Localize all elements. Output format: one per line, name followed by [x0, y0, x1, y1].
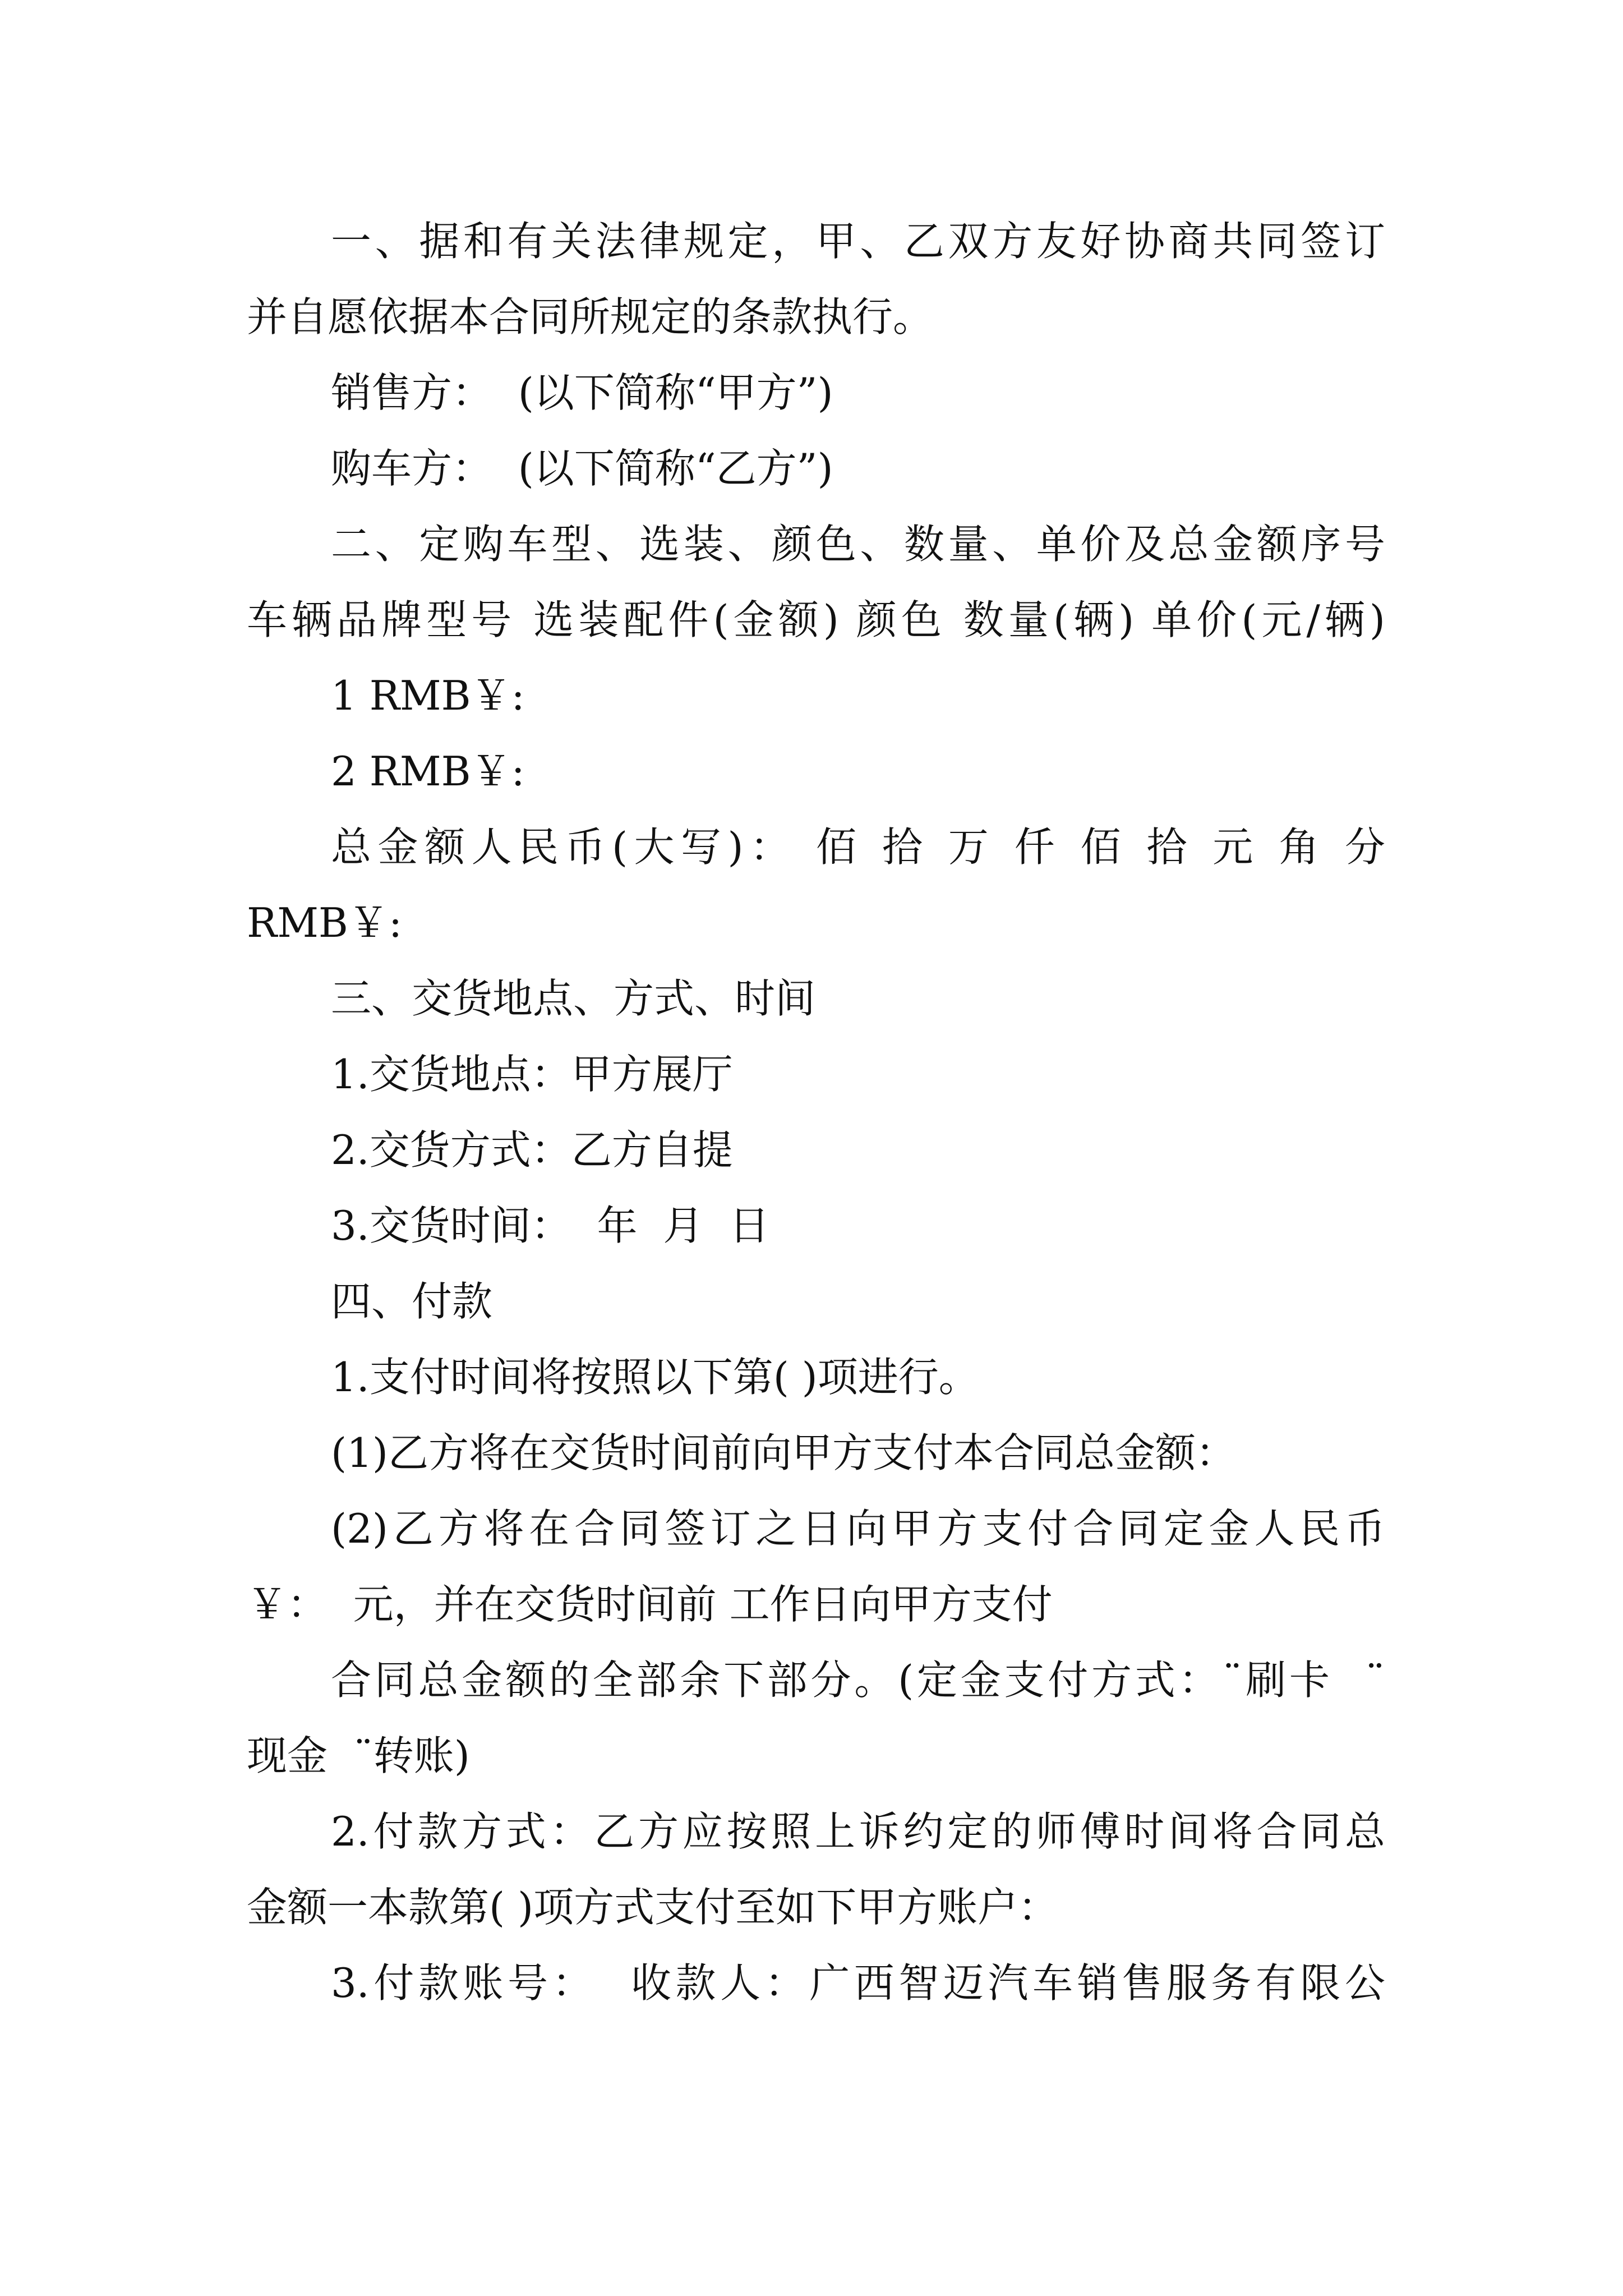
payment-option-2-line-3: 合同总金额的全部余下部分。(定金支付方式：¨刷卡 ¨ — [331, 1657, 1385, 1704]
clause-1-line-2: 并自愿依据本合同所规定的条款执行。 — [247, 293, 934, 341]
buyer-line: 购车方： (以下简称“乙方”) — [331, 445, 833, 492]
payment-method-line-2: 金额一本款第( )项方式支付至如下甲方账户： — [247, 1884, 1059, 1931]
vehicle-row-1: 1 RMB￥: — [331, 672, 525, 719]
payment-option-2-line-1: (2)乙方将在合同签订之日向甲方支付合同定金人民币 — [331, 1505, 1385, 1552]
clause-2-heading: 二、定购车型、选装、颜色、数量、单价及总金额序号 — [331, 521, 1385, 568]
payment-option-2-line-2: ￥： 元，并在交货时间前 工作日向甲方支付 — [247, 1581, 1053, 1628]
clause-1-line-1: 一、据和有关法律规定，甲、乙双方友好协商共同签订 — [331, 218, 1385, 265]
delivery-method: 2.交货方式：乙方自提 — [331, 1126, 733, 1174]
clause-4-heading: 四、付款 — [331, 1278, 493, 1325]
total-amount-words: 总金额人民币(大写)： 佰 拾 万 仟 佰 拾 元 角 分 — [331, 823, 1385, 871]
payment-time: 1.支付时间将按照以下第( )项进行。 — [331, 1354, 979, 1401]
payment-option-2-line-4: 现金 ¨转账) — [247, 1732, 470, 1779]
payment-method-line-1: 2.付款方式：乙方应按照上诉约定的师傅时间将合同总 — [331, 1808, 1385, 1855]
vehicle-table-header: 车辆品牌型号 选装配件(金额) 颜色 数量(辆) 单价(元/辆) — [247, 596, 1385, 643]
clause-3-heading: 三、交货地点、方式、时间 — [331, 975, 816, 1022]
total-amount-rmb: RMB￥: — [247, 899, 403, 946]
vehicle-row-2: 2 RMB￥: — [331, 748, 525, 795]
seller-line: 销售方： (以下简称“甲方”) — [331, 369, 833, 416]
delivery-time: 3.交货时间： 年 月 日 — [331, 1202, 770, 1249]
payment-option-1: (1)乙方将在交货时间前向甲方支付本合同总金额： — [331, 1429, 1236, 1476]
payment-account: 3.付款账号： 收款人：广西智迈汽车销售服务有限公 — [331, 1959, 1385, 2007]
delivery-place: 1.交货地点：甲方展厅 — [331, 1051, 733, 1098]
